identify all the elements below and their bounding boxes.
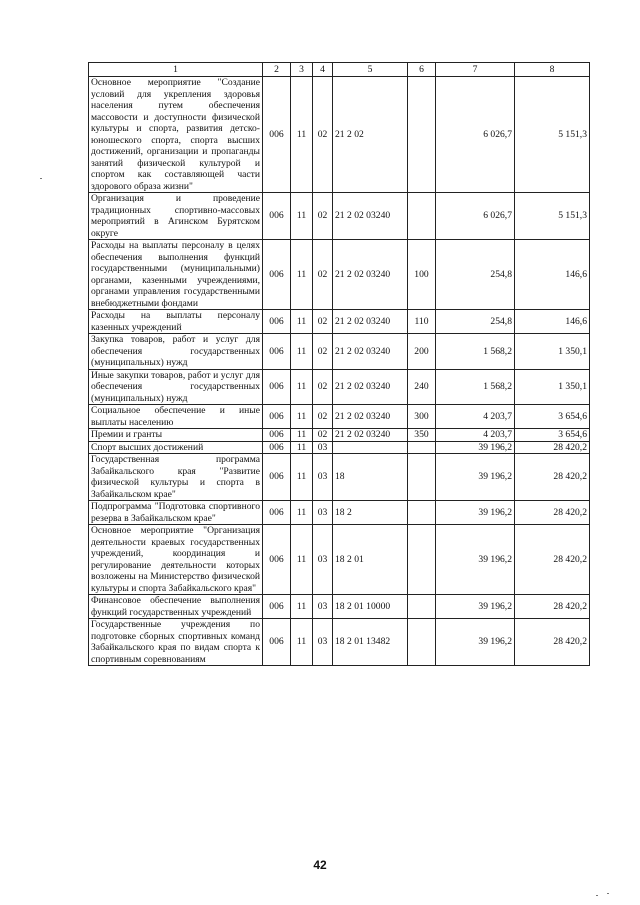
row-expense-type: 240 [408,369,436,405]
table-row [89,310,590,334]
row-target-article: 21 2 02 [333,77,408,193]
table-row [89,193,590,240]
row-amount-actual: 5 151,3 [515,77,590,193]
row-description: Расходы на выплаты персоналу казенных учреждений [89,310,263,334]
table-row [89,429,590,442]
row-ministry-code: 006 [263,441,291,454]
row-expense-type: 110 [408,310,436,334]
budget-table [88,62,590,666]
row-description: Организация и проведение традиционных спортивно-массовых мероприятий в Агинском Бурятском округе [89,193,263,240]
row-amount-actual: 28 420,2 [515,454,590,501]
row-subsection-code: 02 [313,77,333,193]
table-row [89,369,590,405]
col-header-4: 4 [313,63,333,77]
col-header-8: 8 [515,63,590,77]
row-expense-type [408,454,436,501]
row-subsection-code: 03 [313,525,333,595]
table-row [89,240,590,310]
row-amount-plan: 39 196,2 [436,595,515,619]
row-amount-plan: 6 026,7 [436,193,515,240]
row-amount-plan: 39 196,2 [436,441,515,454]
table-row [89,405,590,429]
table-row [89,595,590,619]
row-expense-type [408,501,436,525]
row-expense-type: 350 [408,429,436,442]
row-amount-plan: 254,8 [436,240,515,310]
row-amount-actual: 146,6 [515,240,590,310]
row-section-code: 11 [291,595,313,619]
row-amount-plan: 4 203,7 [436,429,515,442]
row-section-code: 11 [291,240,313,310]
table-row [89,501,590,525]
scan-speck [607,893,609,894]
row-ministry-code: 006 [263,454,291,501]
row-ministry-code: 006 [263,193,291,240]
row-amount-actual: 1 350,1 [515,334,590,370]
row-amount-plan: 39 196,2 [436,619,515,666]
row-target-article: 18 2 01 10000 [333,595,408,619]
row-subsection-code: 02 [313,405,333,429]
row-subsection-code: 03 [313,501,333,525]
row-section-code: 11 [291,193,313,240]
row-amount-plan: 39 196,2 [436,501,515,525]
row-ministry-code: 006 [263,429,291,442]
row-description: Подпрограмма "Подготовка спортивного резерва в Забайкальском крае" [89,501,263,525]
row-amount-plan: 254,8 [436,310,515,334]
row-subsection-code: 02 [313,193,333,240]
row-target-article: 18 2 [333,501,408,525]
row-section-code: 11 [291,441,313,454]
row-amount-actual: 3 654,6 [515,429,590,442]
row-target-article: 21 2 02 03240 [333,429,408,442]
row-target-article [333,441,408,454]
row-expense-type: 300 [408,405,436,429]
row-target-article: 21 2 02 03240 [333,334,408,370]
row-section-code: 11 [291,525,313,595]
row-expense-type [408,77,436,193]
row-ministry-code: 006 [263,310,291,334]
row-section-code: 11 [291,405,313,429]
col-header-2: 2 [263,63,291,77]
row-target-article: 18 [333,454,408,501]
scan-speck [596,895,598,896]
header-row [89,63,590,77]
table-row [89,77,590,193]
row-description: Закупка товаров, работ и услуг для обеспечения государственных (муниципальных) нужд [89,334,263,370]
row-ministry-code: 006 [263,334,291,370]
row-ministry-code: 006 [263,501,291,525]
row-description: Социальное обеспечение и иные выплаты населению [89,405,263,429]
row-amount-actual: 3 654,6 [515,405,590,429]
row-ministry-code: 006 [263,525,291,595]
row-section-code: 11 [291,369,313,405]
scan-speck [40,178,42,179]
row-target-article: 21 2 02 03240 [333,405,408,429]
row-amount-plan: 1 568,2 [436,369,515,405]
row-expense-type [408,193,436,240]
page-number: 42 [313,858,327,872]
row-amount-actual: 1 350,1 [515,369,590,405]
col-header-3: 3 [291,63,313,77]
row-ministry-code: 006 [263,77,291,193]
row-amount-plan: 4 203,7 [436,405,515,429]
col-header-1: 1 [89,63,263,77]
row-amount-actual: 28 420,2 [515,501,590,525]
row-ministry-code: 006 [263,240,291,310]
row-amount-plan: 39 196,2 [436,454,515,501]
row-target-article: 21 2 02 03240 [333,369,408,405]
row-expense-type [408,619,436,666]
row-description: Иные закупки товаров, работ и услуг для обеспечения государственных (муниципальных) нужд [89,369,263,405]
row-amount-actual: 28 420,2 [515,525,590,595]
row-expense-type [408,595,436,619]
row-target-article: 21 2 02 03240 [333,240,408,310]
table-row [89,454,590,501]
row-description: Премии и гранты [89,429,263,442]
row-subsection-code: 02 [313,429,333,442]
row-ministry-code: 006 [263,369,291,405]
row-subsection-code: 02 [313,369,333,405]
row-amount-actual: 146,6 [515,310,590,334]
table-row [89,441,590,454]
row-description: Государственная программа Забайкальского края "Развитие физической культуры и спорта в Забайкальском крае" [89,454,263,501]
row-amount-actual: 28 420,2 [515,441,590,454]
row-description: Основное мероприятие "Организация деятельности краевых государственных учреждений, координация и регулирование деятельности которых возложены на Министерство физической культуры и спорта Забайкальского края" [89,525,263,595]
row-section-code: 11 [291,77,313,193]
col-header-7: 7 [436,63,515,77]
row-target-article: 21 2 02 03240 [333,193,408,240]
row-expense-type [408,441,436,454]
row-expense-type [408,525,436,595]
row-subsection-code: 03 [313,595,333,619]
row-description: Финансовое обеспечение выполнения функций государственных учреждений [89,595,263,619]
row-subsection-code: 03 [313,619,333,666]
row-description: Основное мероприятие "Создание условий для укрепления здоровья населения путем обеспечения массовости и доступности физической культуры и спорта, развития детско-юношеского спорта, спорта высших достижений, организации и пропаганды занятий физической культурой и спортом как составляющей части здорового образа жизни" [89,77,263,193]
row-expense-type: 100 [408,240,436,310]
row-subsection-code: 02 [313,310,333,334]
table-row [89,619,590,666]
table-body [89,77,590,666]
row-description: Расходы на выплаты персоналу в целях обеспечения выполнения функций государственными (муниципальными) органами, казенными учреждениями, органами управления государственными внебюджетными фондами [89,240,263,310]
row-ministry-code: 006 [263,595,291,619]
row-section-code: 11 [291,310,313,334]
row-description: Спорт высших достижений [89,441,263,454]
row-description: Государственные учреждения по подготовке сборных спортивных команд Забайкальского края по видам спорта к спортивным соревнованиям [89,619,263,666]
row-subsection-code: 03 [313,454,333,501]
table-row [89,525,590,595]
row-target-article: 21 2 02 03240 [333,310,408,334]
row-section-code: 11 [291,619,313,666]
row-amount-actual: 5 151,3 [515,193,590,240]
col-header-6: 6 [408,63,436,77]
row-target-article: 18 2 01 [333,525,408,595]
row-amount-plan: 1 568,2 [436,334,515,370]
row-section-code: 11 [291,454,313,501]
row-section-code: 11 [291,429,313,442]
row-subsection-code: 02 [313,240,333,310]
row-expense-type: 200 [408,334,436,370]
row-ministry-code: 006 [263,405,291,429]
table-row [89,334,590,370]
row-amount-plan: 6 026,7 [436,77,515,193]
row-section-code: 11 [291,501,313,525]
row-amount-plan: 39 196,2 [436,525,515,595]
row-amount-actual: 28 420,2 [515,595,590,619]
row-ministry-code: 006 [263,619,291,666]
col-header-5: 5 [333,63,408,77]
row-target-article: 18 2 01 13482 [333,619,408,666]
row-section-code: 11 [291,334,313,370]
row-subsection-code: 03 [313,441,333,454]
row-amount-actual: 28 420,2 [515,619,590,666]
row-subsection-code: 02 [313,334,333,370]
